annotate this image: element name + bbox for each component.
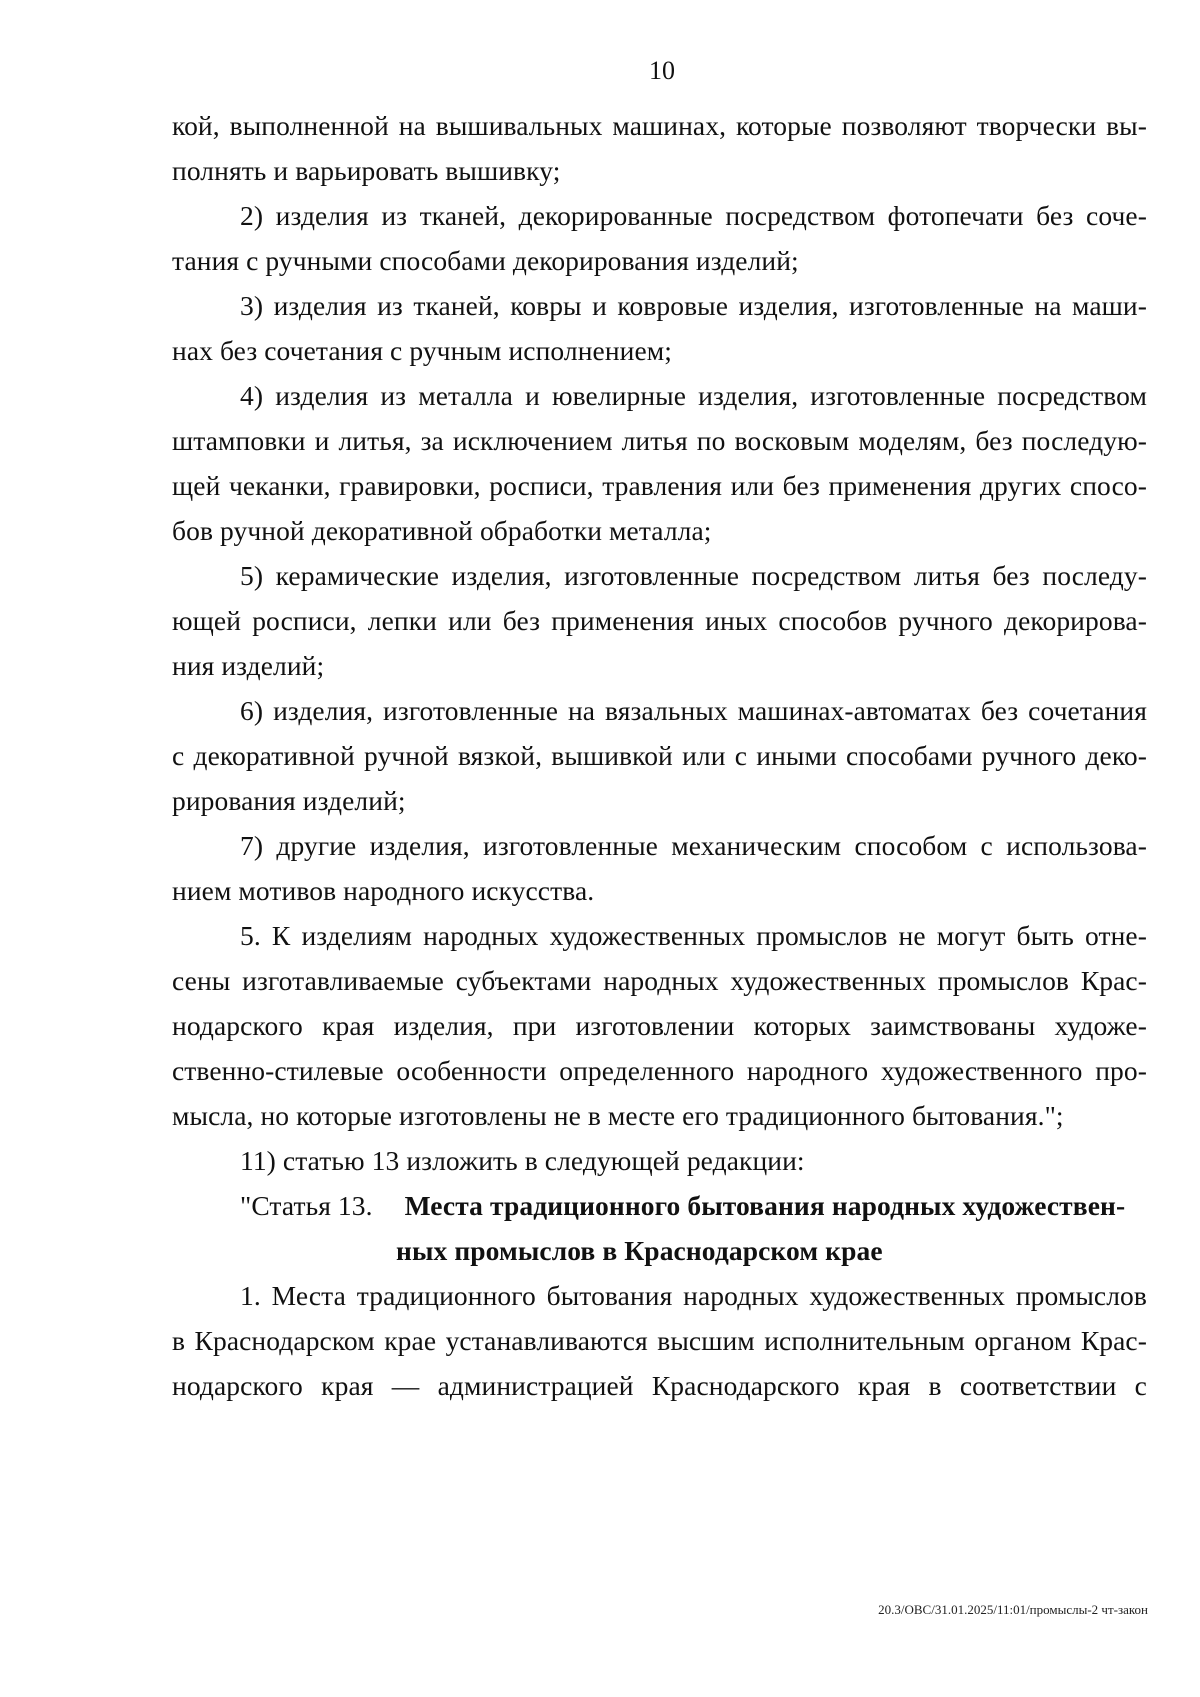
text-line: полнять и варьировать вышивку; — [172, 155, 561, 186]
text-line: мысла, но которые изготовлены не в месте его традиционного бытования."; — [172, 1100, 1064, 1131]
text-line: сены изготавливаемые субъектами народных художественных промыслов Крас- — [172, 965, 1147, 996]
text-line: нием мотивов народного искусства. — [172, 875, 595, 906]
article-heading-title-continued: ных промыслов в Краснодарском крае — [396, 1235, 883, 1266]
text-line: нодарского края изделия, при изготовлении которых заимствованы художе- — [172, 1010, 1147, 1041]
text-line: 7) другие изделия, изготовленные механическим способом с использова- — [240, 830, 1147, 861]
text-line: нах без сочетания с ручным исполнением; — [172, 335, 673, 366]
text-line: 5) керамические изделия, изготовленные посредством литья без последу- — [240, 560, 1147, 591]
footer-document-code: 20.3/ОВС/31.01.2025/11:01/промыслы-2 чт-закон — [878, 1602, 1148, 1617]
text-line: кой, выполненной на вышивальных машинах, которые позволяют творчески вы- — [172, 110, 1147, 141]
text-line: тания с ручными способами декорирования изделий; — [172, 245, 799, 276]
text-line: бов ручной декоративной обработки металла; — [172, 515, 712, 546]
text-line: 6) изделия, изготовленные на вязальных машинах-автоматах без сочетания — [240, 695, 1147, 726]
text-line: с декоративной ручной вязкой, вышивкой или с иными способами ручного деко- — [172, 740, 1147, 771]
article-heading-title: Места традиционного бытования народных художествен- — [404, 1190, 1126, 1221]
text-line: 3) изделия из тканей, ковры и ковровые изделия, изготовленные на маши- — [240, 290, 1147, 321]
text-line: рирования изделий; — [172, 785, 406, 816]
text-line: 1. Места традиционного бытования народных художественных промыслов — [240, 1280, 1147, 1311]
text-line: нодарского края — администрацией Краснодарского края в соответствии с — [172, 1370, 1147, 1401]
text-line: ющей росписи, лепки или без применения иных способов ручного декорирова- — [172, 605, 1147, 636]
text-line: ственно-стилевые особенности определенного народного художественного про- — [172, 1055, 1147, 1086]
text-line: 2) изделия из тканей, декорированные посредством фотопечати без соче- — [240, 200, 1147, 231]
article-heading — [240, 1190, 1147, 1222]
text-line: ния изделий; — [172, 650, 325, 681]
text-line: штамповки и литья, за исключением литья по восковым моделям, без последую- — [172, 425, 1147, 456]
text-line: 4) изделия из металла и ювелирные изделия, изготовленные посредством — [240, 380, 1147, 411]
page-number: 10 — [649, 56, 675, 85]
text-line: щей чеканки, гравировки, росписи, травления или без применения других спосо- — [172, 470, 1147, 501]
text-line: 5. К изделиям народных художественных промыслов не могут быть отне- — [240, 920, 1147, 951]
text-line: 11) статью 13 изложить в следующей редакции: — [240, 1145, 805, 1176]
article-heading-prefix: "Статья 13. — [240, 1190, 373, 1221]
text-line: в Краснодарском крае устанавливаются высшим исполнительным органом Крас- — [172, 1325, 1147, 1356]
